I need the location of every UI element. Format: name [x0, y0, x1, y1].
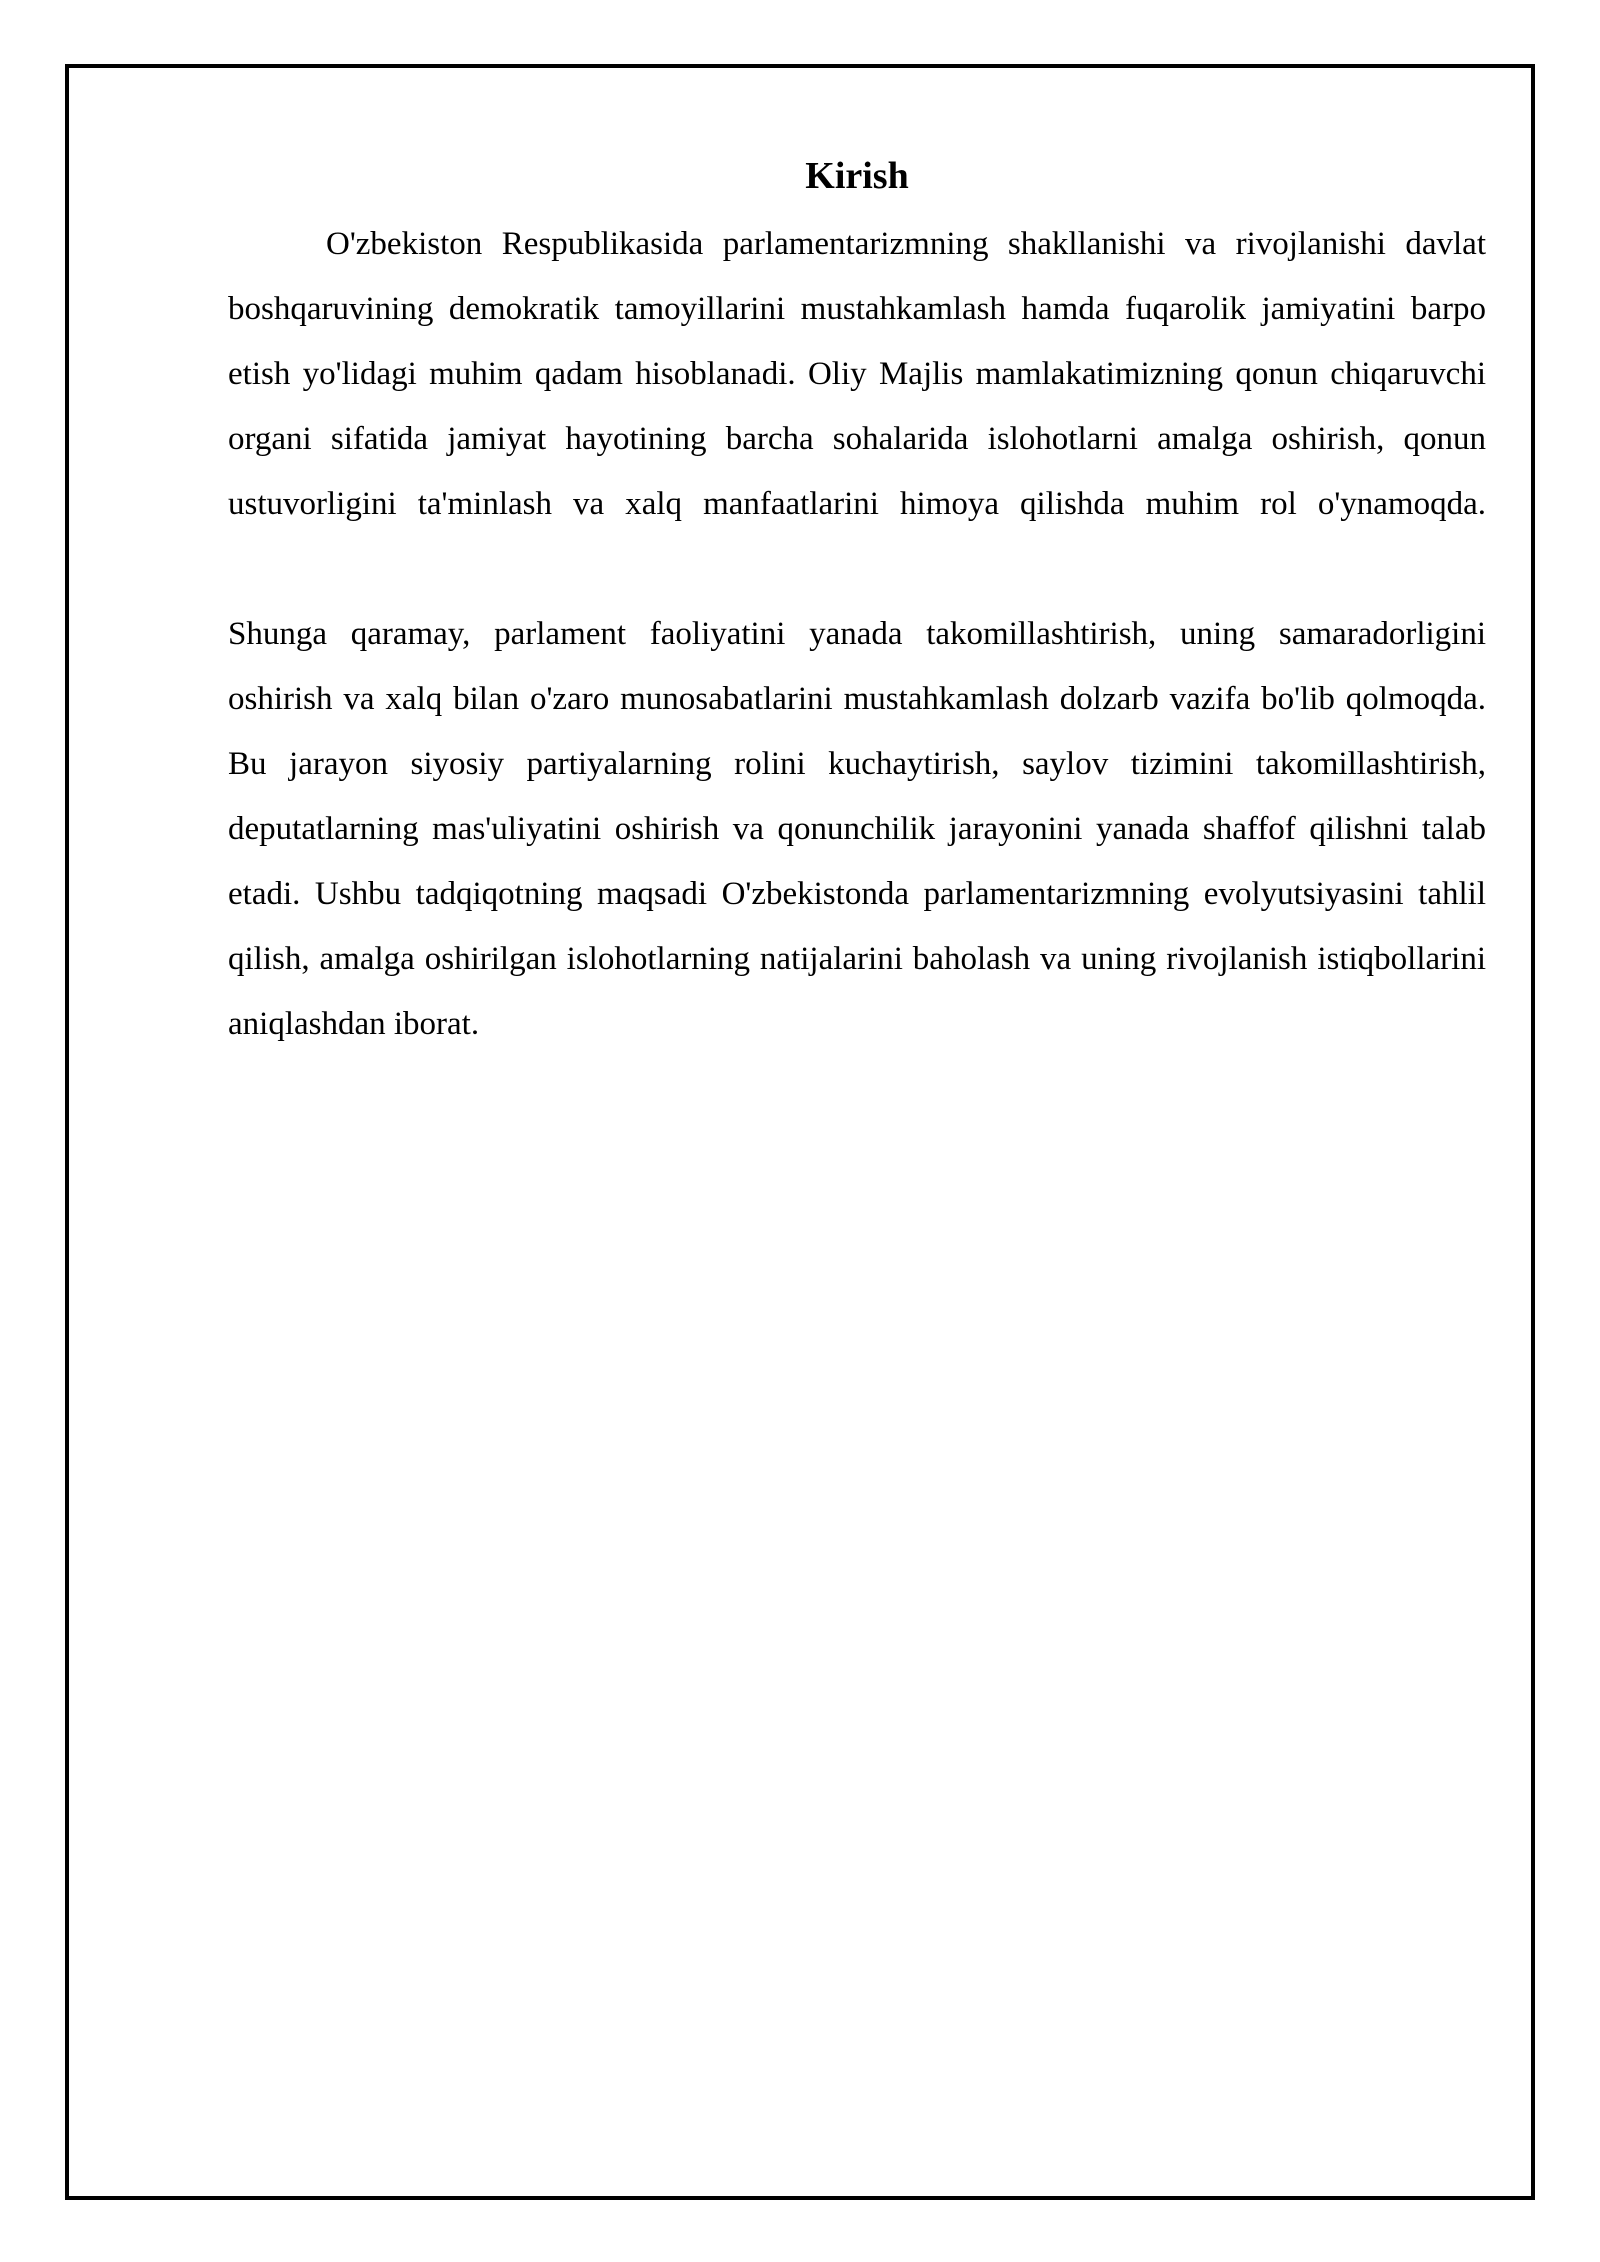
- paragraph-spacer: [228, 537, 1486, 602]
- paragraph-second: Shunga qaramay, parlament faoliyatini yanada takomillashtirish, uning samaradorligini oshirish va xalq bilan o'zaro munosabatlarini mustahkamlash dolzarb vazifa bo'lib qolmoqda. Bu jarayon siyosiy partiyalarning rolini kuchaytirish, saylov tizimini takomillashtirish, deputatlarning mas'uliyatini oshirish va qonunchilik jarayonini yanada shaffof qilishni talab etadi. Ushbu tadqiqotning maqsadi O'zbekistonda parlamentarizmning evolyutsiyasini tahlil qilish, amalga oshirilgan islohotlarning natijalarini baholash va uning rivojlanish istiqbollarini aniqlashdan iborat.: [228, 616, 1486, 1042]
- paragraph-intro: O'zbekiston Respublikasida parlamentarizmning shakllanishi va rivojlanishi davlat boshqaruvining demokratik tamoyillarini mustahkamlash hamda fuqarolik jamiyatini barpo etish yo'lidagi muhim qadam hisoblanadi. Oliy Majlis mamlakatimizning qonun chiqaruvchi organi sifatida jamiyat hayotining barcha sohalarida islohotlarni amalga oshirish, qonun ustuvorligini ta'minlash va xalq manfaatlarini himoya qilishda muhim rol o'ynamoqda.: [228, 226, 1486, 522]
- document-body: [228, 148, 1486, 1057]
- document-title: Kirish: [805, 155, 909, 197]
